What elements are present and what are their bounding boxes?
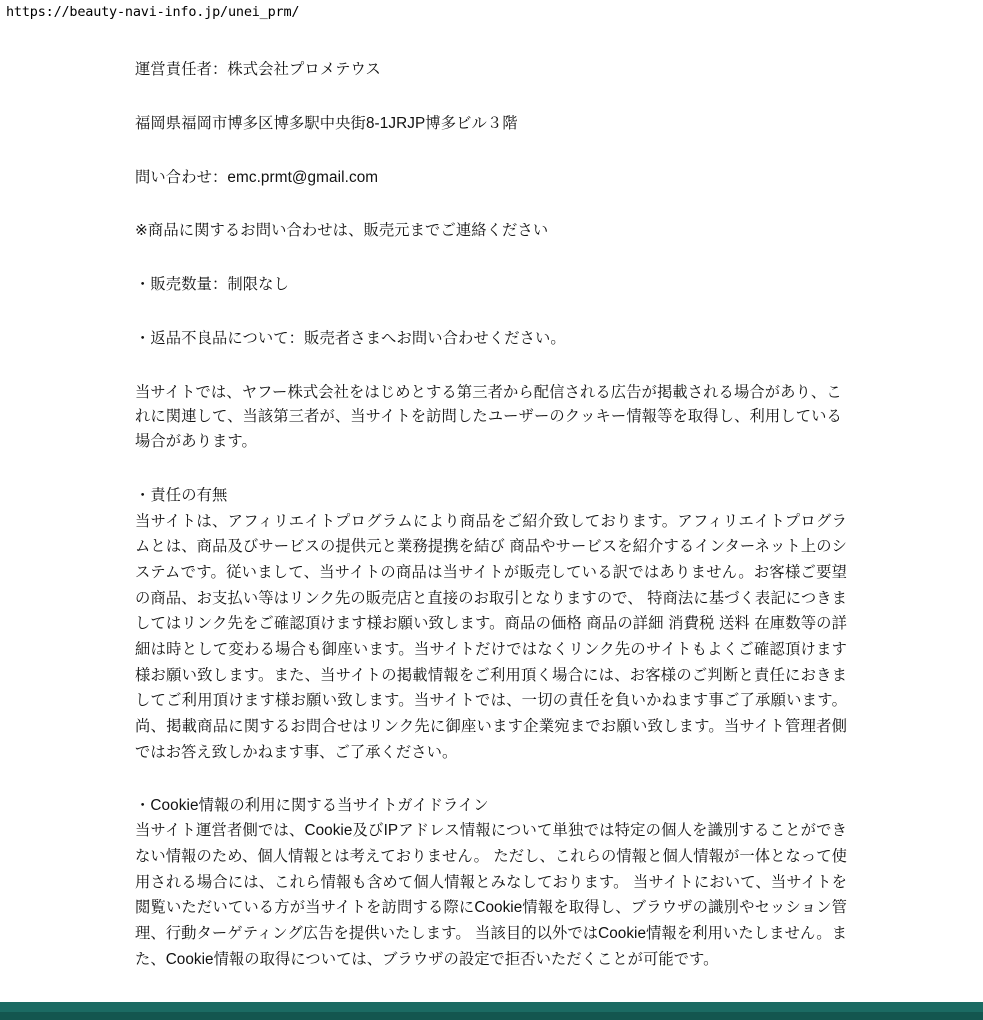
section-cookie-body: 当サイト運営者側では、Cookie及びIPアドレス情報について単独では特定の個人を識別することができない情報のため、個人情報とは考えておりません。 ただし、これらの情報と個人情報が一体となって使用される場合には、これら情報も含めて個人情報とみなしております。 当サイトにおいて、当サイトを閲覧いただいている方が当サイトを訪問する際にCookie情報を取得し、ブラウザの識別やセッション管理、行動ターゲティング広告を提供いたします。 当該目的以外ではCookie情報を利用いたしません。また、Cookie情報の取得については、ブラウザの設定で拒否いただくことが可能です。	[135, 822, 847, 968]
footer-band	[0, 1002, 983, 1020]
paragraph-sales-quantity: ・販売数量：制限なし	[135, 276, 289, 294]
section-cookie-heading: ・Cookie情報の利用に関する当サイトガイドライン	[135, 796, 489, 814]
section-liability-heading: ・責任の有無	[135, 486, 228, 504]
footer-band-shadow	[0, 1012, 983, 1020]
section-liability-body: 当サイトは、アフィリエイトプログラムにより商品をご紹介致しております。アフィリエイトプログラムとは、商品及びサービスの提供元と業務提携を結び 商品やサービスを紹介するインターネット上のシステムです。従いまして、当サイトの商品は当サイトが販売している訳ではありません。お客様ご要望の商品、お支払い等はリンク先の販売店と直接のお取引となりますので、 特商法に基づく表記につきましてはリンク先をご確認頂けます様お願い致します。商品の価格 商品の詳細 消費税 送料 在庫数等の詳細は時として変わる場合も御座います。当サイトだけではなくリンク先のサイトもよくご確認頂けます様お願い致します。また、当サイトの掲載情報をご利用頂く場合には、お客様のご判断と責任におきましてご利用頂けます様お願い致します。当サイトでは、一切の責任を負いかねます事ご了承願います。尚、掲載商品に関するお問合せはリンク先に御座います企業宛までお願い致します。当サイト管理者側ではお答え致しかねます事、ご了承ください。	[135, 512, 847, 761]
section-cookie-guideline	[135, 794, 847, 973]
paragraph-third-party-ads: 当サイトでは、ヤフー株式会社をはじめとする第三者から配信される広告が掲載される場合があり、これに関連して、当該第三者が、当サイトを訪問したユーザーのクッキー情報等を取得し、利用している場合があります。	[135, 383, 842, 451]
browser-url-bar[interactable]	[0, 0, 983, 24]
document-content	[0, 24, 983, 972]
page-container	[0, 24, 983, 1020]
paragraph-operator: 運営責任者：株式会社プロメテウス	[135, 61, 381, 78]
paragraph-contact: 問い合わせ：emc.prmt@gmail.com	[135, 168, 379, 186]
paragraph-address: 福岡県福岡市博多区博多駅中央街8-1JRJP博多ビル３階	[135, 114, 518, 132]
section-liability	[135, 484, 847, 766]
paragraph-returns: ・返品不良品について：販売者さまへお問い合わせください。	[135, 329, 566, 347]
url-text: https://beauty-navi-info.jp/unei_prm/	[6, 4, 300, 20]
paragraph-product-inquiry: ※商品に関するお問い合わせは、販売元までご連絡ください	[135, 222, 549, 240]
